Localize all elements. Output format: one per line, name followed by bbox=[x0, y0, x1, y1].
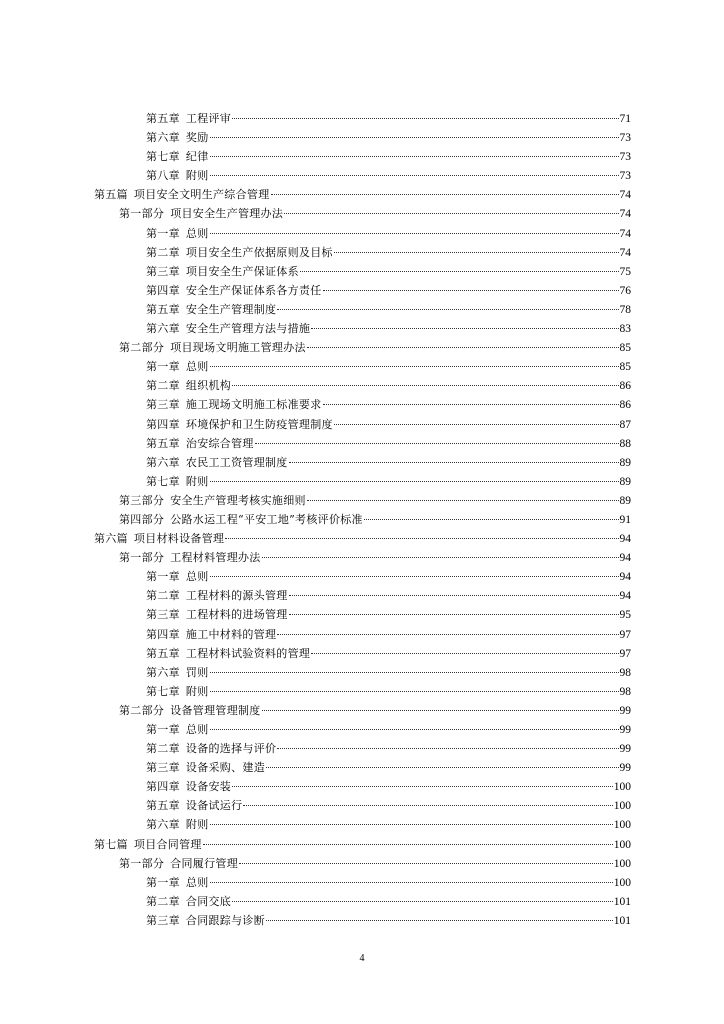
toc-entry[interactable] bbox=[0, 166, 724, 185]
dot-leader bbox=[323, 403, 619, 405]
toc-entry-number: 第五章 bbox=[146, 436, 180, 450]
toc-entry-number: 第七章 bbox=[146, 474, 180, 488]
toc-entry-page: 74 bbox=[619, 208, 631, 221]
dot-leader bbox=[255, 442, 619, 444]
toc-entry-number: 第六章 bbox=[146, 665, 180, 679]
toc-entry[interactable] bbox=[0, 892, 724, 911]
toc-entry[interactable] bbox=[0, 701, 724, 720]
toc-entry-text: 项目合同管理 bbox=[133, 837, 202, 851]
toc-entry-text: 设备的选择与评价 bbox=[185, 742, 277, 756]
toc-entry[interactable] bbox=[0, 854, 724, 873]
toc-entry-title bbox=[146, 262, 299, 281]
toc-entry-number: 第五章 bbox=[146, 646, 180, 660]
dot-leader bbox=[289, 613, 619, 615]
toc-entry[interactable] bbox=[0, 682, 724, 701]
toc-entry-page: 71 bbox=[619, 113, 631, 125]
toc-entry-title bbox=[146, 567, 209, 586]
toc-entry-title bbox=[146, 815, 209, 834]
toc-entry-text: 项目安全生产依据原则及目标 bbox=[185, 245, 333, 259]
toc-entry-text: 合同交底 bbox=[185, 894, 232, 908]
toc-entry[interactable] bbox=[0, 434, 724, 453]
dot-leader bbox=[277, 633, 618, 635]
toc-entry-number: 第五篇 bbox=[94, 188, 128, 202]
toc-entry-page: 99 bbox=[619, 704, 631, 717]
toc-entry[interactable] bbox=[0, 109, 724, 128]
toc-entry-number: 第四章 bbox=[146, 283, 180, 297]
dot-leader bbox=[203, 843, 613, 845]
toc-entry-page: 99 bbox=[619, 724, 631, 736]
toc-entry-title bbox=[146, 605, 288, 624]
toc-entry-text: 工程材料试验资料的管理 bbox=[185, 646, 311, 660]
toc-entry[interactable] bbox=[0, 185, 724, 204]
toc-entry-title bbox=[146, 224, 209, 243]
toc-entry-title bbox=[94, 529, 224, 548]
toc-entry-number: 第三章 bbox=[146, 761, 180, 775]
toc-entry-page: 86 bbox=[619, 399, 631, 412]
toc-entry-title bbox=[146, 682, 209, 701]
toc-entry-title bbox=[146, 873, 209, 892]
toc-entry-text: 设备管理管理制度 bbox=[170, 703, 261, 717]
toc-entry-text: 公路水运工程“平安工地”考核评价标准 bbox=[170, 512, 363, 526]
toc-entry-page: 100 bbox=[613, 800, 631, 813]
toc-entry[interactable] bbox=[0, 663, 724, 682]
toc-entry-text: 附则 bbox=[185, 684, 209, 698]
dot-leader bbox=[210, 174, 619, 176]
toc-entry[interactable] bbox=[0, 262, 724, 281]
toc-entry-text: 附则 bbox=[185, 818, 209, 832]
dot-leader bbox=[262, 556, 619, 558]
toc-entry-text: 项目安全生产保证体系 bbox=[185, 264, 299, 278]
toc-entry[interactable] bbox=[0, 586, 724, 605]
toc-entry[interactable] bbox=[0, 491, 724, 510]
toc-entry[interactable] bbox=[0, 605, 724, 624]
toc-entry-text: 合同履行管理 bbox=[170, 856, 239, 870]
toc-entry[interactable] bbox=[0, 415, 724, 434]
toc-entry-title bbox=[146, 892, 231, 911]
toc-entry[interactable] bbox=[0, 395, 724, 414]
toc-entry-text: 项目安全生产管理办法 bbox=[170, 207, 284, 221]
toc-entry-title bbox=[146, 434, 254, 453]
toc-entry-text: 项目现场文明施工管理办法 bbox=[170, 341, 306, 355]
toc-entry-number: 第四章 bbox=[146, 417, 180, 431]
toc-entry-page: 101 bbox=[613, 914, 631, 927]
dot-leader bbox=[289, 594, 619, 596]
toc-entry[interactable] bbox=[0, 739, 724, 758]
toc-entry-page: 73 bbox=[619, 151, 631, 164]
toc-entry-page: 94 bbox=[619, 571, 631, 584]
toc-entry[interactable] bbox=[0, 777, 724, 796]
toc-entry-title bbox=[146, 319, 310, 338]
toc-entry-title bbox=[94, 835, 202, 854]
toc-entry-title bbox=[146, 357, 209, 376]
toc-entry[interactable] bbox=[0, 338, 724, 357]
dot-leader bbox=[210, 232, 619, 234]
toc-entry-number: 第六篇 bbox=[94, 532, 128, 546]
toc-entry-page: 94 bbox=[619, 533, 631, 546]
toc-entry-text: 总则 bbox=[185, 226, 209, 240]
toc-entry-title bbox=[146, 644, 310, 663]
dot-leader bbox=[210, 690, 619, 692]
toc-entry-number: 第一部分 bbox=[119, 856, 165, 870]
toc-entry-text: 工程材料管理办法 bbox=[170, 551, 261, 565]
dot-leader bbox=[210, 823, 613, 825]
toc-entry-page: 89 bbox=[619, 494, 631, 507]
table-of-contents bbox=[0, 109, 724, 930]
dot-leader bbox=[262, 709, 619, 711]
dot-leader bbox=[232, 384, 618, 386]
toc-entry[interactable] bbox=[0, 243, 724, 262]
toc-entry-page: 75 bbox=[619, 265, 631, 278]
toc-entry[interactable] bbox=[0, 472, 724, 491]
toc-entry-title bbox=[119, 510, 363, 529]
toc-entry-number: 第一章 bbox=[146, 570, 180, 584]
toc-entry-title bbox=[146, 128, 209, 147]
dot-leader bbox=[266, 766, 618, 768]
dot-leader bbox=[210, 671, 619, 673]
toc-entry-number: 第二章 bbox=[146, 245, 180, 259]
toc-entry-page: 100 bbox=[613, 838, 631, 851]
toc-entry-number: 第三章 bbox=[146, 398, 180, 412]
toc-entry-title bbox=[146, 300, 276, 319]
toc-entry[interactable] bbox=[0, 796, 724, 815]
toc-entry-number: 第五章 bbox=[146, 799, 180, 813]
toc-entry-number: 第六章 bbox=[146, 322, 180, 336]
toc-entry-number: 第六章 bbox=[146, 455, 180, 469]
toc-entry-title bbox=[146, 663, 209, 682]
toc-entry[interactable] bbox=[0, 625, 724, 644]
toc-entry-number: 第二章 bbox=[146, 589, 180, 603]
toc-entry[interactable] bbox=[0, 319, 724, 338]
toc-entry-page: 89 bbox=[619, 475, 631, 488]
toc-entry-title bbox=[119, 854, 238, 873]
toc-entry-number: 第六章 bbox=[146, 818, 180, 832]
toc-entry[interactable] bbox=[0, 281, 724, 300]
toc-entry-title bbox=[146, 758, 265, 777]
toc-entry-text: 罚则 bbox=[185, 665, 209, 679]
toc-entry-number: 第四章 bbox=[146, 627, 180, 641]
toc-entry[interactable] bbox=[0, 567, 724, 586]
toc-entry-page: 83 bbox=[619, 323, 631, 336]
toc-entry-text: 设备试运行 bbox=[185, 799, 243, 813]
dot-leader bbox=[210, 155, 619, 157]
dot-leader bbox=[271, 193, 619, 195]
toc-entry[interactable] bbox=[0, 147, 724, 166]
toc-entry-text: 安全生产管理方法与措施 bbox=[185, 322, 311, 336]
toc-entry-number: 第七章 bbox=[146, 684, 180, 698]
toc-entry-title bbox=[146, 720, 209, 739]
toc-entry[interactable] bbox=[0, 300, 724, 319]
toc-entry-text: 工程评审 bbox=[185, 112, 232, 125]
toc-entry-number: 第四部分 bbox=[119, 512, 165, 526]
toc-entry-text: 工程材料的进场管理 bbox=[185, 608, 288, 622]
toc-entry-page: 73 bbox=[619, 132, 631, 145]
dot-leader bbox=[311, 327, 618, 329]
toc-entry[interactable] bbox=[0, 758, 724, 777]
dot-leader bbox=[334, 251, 619, 253]
dot-leader bbox=[266, 919, 613, 921]
toc-entry-page: 97 bbox=[619, 628, 631, 641]
toc-entry-text: 施工现场文明施工标准要求 bbox=[185, 398, 322, 412]
toc-entry-number: 第七章 bbox=[146, 150, 180, 164]
dot-leader bbox=[243, 804, 612, 806]
toc-entry-page: 74 bbox=[619, 246, 631, 259]
toc-entry-number: 第二部分 bbox=[119, 341, 165, 355]
toc-entry-title bbox=[146, 911, 265, 930]
toc-entry[interactable] bbox=[0, 720, 724, 739]
dot-leader bbox=[284, 212, 618, 214]
toc-entry-number: 第二章 bbox=[146, 894, 180, 908]
dot-leader bbox=[307, 499, 619, 501]
toc-entry-text: 安全生产管理制度 bbox=[185, 302, 277, 316]
toc-entry-text: 总则 bbox=[185, 570, 209, 584]
toc-entry-number: 第一章 bbox=[146, 226, 180, 240]
toc-entry-page: 73 bbox=[619, 170, 631, 183]
toc-entry-number: 第一章 bbox=[146, 723, 180, 736]
dot-leader bbox=[364, 518, 619, 520]
toc-entry-page: 76 bbox=[619, 284, 631, 297]
toc-entry-title bbox=[119, 491, 306, 510]
toc-entry-number: 第一部分 bbox=[119, 207, 165, 221]
toc-entry-page: 91 bbox=[619, 513, 631, 526]
toc-entry-title bbox=[119, 204, 283, 223]
toc-entry-number: 第二章 bbox=[146, 379, 180, 393]
toc-entry-number: 第一部分 bbox=[119, 551, 165, 565]
dot-leader bbox=[323, 289, 619, 291]
toc-entry-title bbox=[146, 166, 209, 185]
toc-entry-number: 第六章 bbox=[146, 131, 180, 145]
dot-leader bbox=[311, 652, 618, 654]
toc-entry-page: 99 bbox=[619, 743, 631, 756]
toc-entry[interactable] bbox=[0, 529, 724, 548]
toc-entry[interactable] bbox=[0, 376, 724, 395]
toc-entry-number: 第八章 bbox=[146, 169, 180, 183]
toc-entry-page: 98 bbox=[619, 685, 631, 698]
toc-entry-text: 附则 bbox=[185, 169, 209, 183]
dot-leader bbox=[210, 728, 619, 730]
dot-leader bbox=[277, 747, 618, 749]
toc-entry-page: 89 bbox=[619, 456, 631, 469]
dot-leader bbox=[210, 136, 619, 138]
dot-leader bbox=[239, 862, 613, 864]
toc-entry-page: 87 bbox=[619, 418, 631, 431]
toc-entry[interactable] bbox=[0, 548, 724, 567]
toc-entry-title bbox=[119, 548, 261, 567]
toc-entry-number: 第七篇 bbox=[94, 837, 128, 851]
toc-entry-title bbox=[146, 472, 209, 491]
toc-entry-number: 第五章 bbox=[146, 112, 180, 125]
toc-entry-page: 78 bbox=[619, 303, 631, 316]
toc-entry[interactable] bbox=[0, 453, 724, 472]
toc-entry-number: 第五章 bbox=[146, 302, 180, 316]
toc-entry-text: 施工中材料的管理 bbox=[185, 627, 277, 641]
toc-entry-title bbox=[146, 739, 276, 758]
toc-entry-page: 85 bbox=[619, 361, 631, 374]
toc-entry-page: 99 bbox=[619, 762, 631, 775]
toc-entry-title bbox=[146, 376, 231, 395]
toc-entry-page: 88 bbox=[619, 437, 631, 450]
toc-entry-title bbox=[146, 395, 322, 414]
toc-entry-number: 第二部分 bbox=[119, 703, 165, 717]
dot-leader bbox=[307, 346, 619, 348]
toc-entry-number: 第二章 bbox=[146, 742, 180, 756]
toc-entry[interactable] bbox=[0, 128, 724, 147]
dot-leader bbox=[232, 785, 613, 787]
toc-entry[interactable] bbox=[0, 835, 724, 854]
toc-entry-title bbox=[146, 243, 333, 262]
toc-entry-text: 安全生产管理考核实施细则 bbox=[170, 493, 306, 507]
dot-leader bbox=[210, 881, 613, 883]
toc-entry-title bbox=[146, 109, 231, 128]
toc-entry[interactable] bbox=[0, 357, 724, 376]
toc-entry-title bbox=[146, 777, 231, 796]
dot-leader bbox=[210, 365, 619, 367]
toc-entry-text: 总则 bbox=[185, 360, 209, 374]
toc-entry-page: 97 bbox=[619, 647, 631, 660]
toc-entry-text: 项目安全文明生产综合管理 bbox=[133, 188, 270, 202]
toc-entry-number: 第一章 bbox=[146, 360, 180, 374]
toc-entry-text: 治安综合管理 bbox=[185, 436, 254, 450]
toc-entry-text: 总则 bbox=[185, 723, 209, 736]
toc-entry-title bbox=[146, 453, 288, 472]
toc-entry-page: 94 bbox=[619, 552, 631, 565]
toc-entry[interactable] bbox=[0, 815, 724, 834]
dot-leader bbox=[232, 900, 613, 902]
toc-entry[interactable] bbox=[0, 224, 724, 243]
toc-entry-page: 85 bbox=[619, 342, 631, 355]
toc-entry[interactable] bbox=[0, 873, 724, 892]
toc-entry-text: 纪律 bbox=[185, 150, 209, 164]
toc-entry-number: 第三章 bbox=[146, 264, 180, 278]
toc-entry-title bbox=[146, 415, 333, 434]
toc-entry-page: 98 bbox=[619, 666, 631, 679]
toc-entry-title bbox=[146, 147, 209, 166]
toc-entry-number: 第三章 bbox=[146, 608, 180, 622]
dot-leader bbox=[334, 423, 619, 425]
toc-entry-text: 合同跟踪与诊断 bbox=[185, 913, 266, 927]
toc-entry[interactable] bbox=[0, 510, 724, 529]
toc-entry[interactable] bbox=[0, 911, 724, 930]
toc-entry-title bbox=[119, 701, 261, 720]
toc-entry-text: 组织机构 bbox=[185, 379, 232, 393]
toc-entry-number: 第三部分 bbox=[119, 493, 165, 507]
toc-entry[interactable] bbox=[0, 204, 724, 223]
toc-entry-page: 94 bbox=[619, 590, 631, 603]
toc-entry-text: 总则 bbox=[185, 875, 209, 889]
toc-entry-number: 第三章 bbox=[146, 913, 180, 927]
toc-entry-text: 附则 bbox=[185, 474, 209, 488]
toc-entry-text: 环境保护和卫生防疫管理制度 bbox=[185, 417, 333, 431]
toc-entry-title bbox=[146, 586, 288, 605]
toc-entry-title bbox=[146, 625, 276, 644]
toc-entry-text: 设备安装 bbox=[185, 780, 232, 794]
dot-leader bbox=[232, 117, 618, 119]
toc-entry-title bbox=[146, 281, 322, 300]
toc-entry-page: 100 bbox=[613, 857, 631, 870]
dot-leader bbox=[289, 461, 619, 463]
toc-entry-number: 第一章 bbox=[146, 875, 180, 889]
toc-entry-title bbox=[119, 338, 306, 357]
page-number: 4 bbox=[359, 953, 365, 964]
toc-entry-text: 安全生产保证体系各方责任 bbox=[185, 283, 322, 297]
toc-entry-number: 第四章 bbox=[146, 780, 180, 794]
dot-leader bbox=[300, 270, 619, 272]
toc-entry-page: 100 bbox=[613, 819, 631, 832]
toc-entry-page: 74 bbox=[619, 227, 631, 240]
toc-entry-page: 101 bbox=[613, 895, 631, 908]
toc-entry-text: 工程材料的源头管理 bbox=[185, 589, 288, 603]
toc-entry-text: 奖励 bbox=[185, 131, 209, 145]
toc-entry-text: 农民工工资管理制度 bbox=[185, 455, 288, 469]
toc-entry-text: 设备采购、建造 bbox=[185, 761, 266, 775]
toc-entry-page: 74 bbox=[619, 189, 631, 202]
toc-entry-page: 100 bbox=[613, 781, 631, 794]
toc-entry-page: 95 bbox=[619, 609, 631, 622]
dot-leader bbox=[277, 308, 618, 310]
dot-leader bbox=[210, 575, 619, 577]
toc-entry[interactable] bbox=[0, 644, 724, 663]
dot-leader bbox=[225, 537, 618, 539]
toc-entry-title bbox=[146, 796, 242, 815]
toc-entry-page: 86 bbox=[619, 380, 631, 393]
toc-entry-text: 项目材料设备管理 bbox=[133, 532, 225, 546]
dot-leader bbox=[210, 480, 619, 482]
toc-entry-title bbox=[94, 185, 270, 204]
toc-entry-page: 100 bbox=[613, 876, 631, 889]
